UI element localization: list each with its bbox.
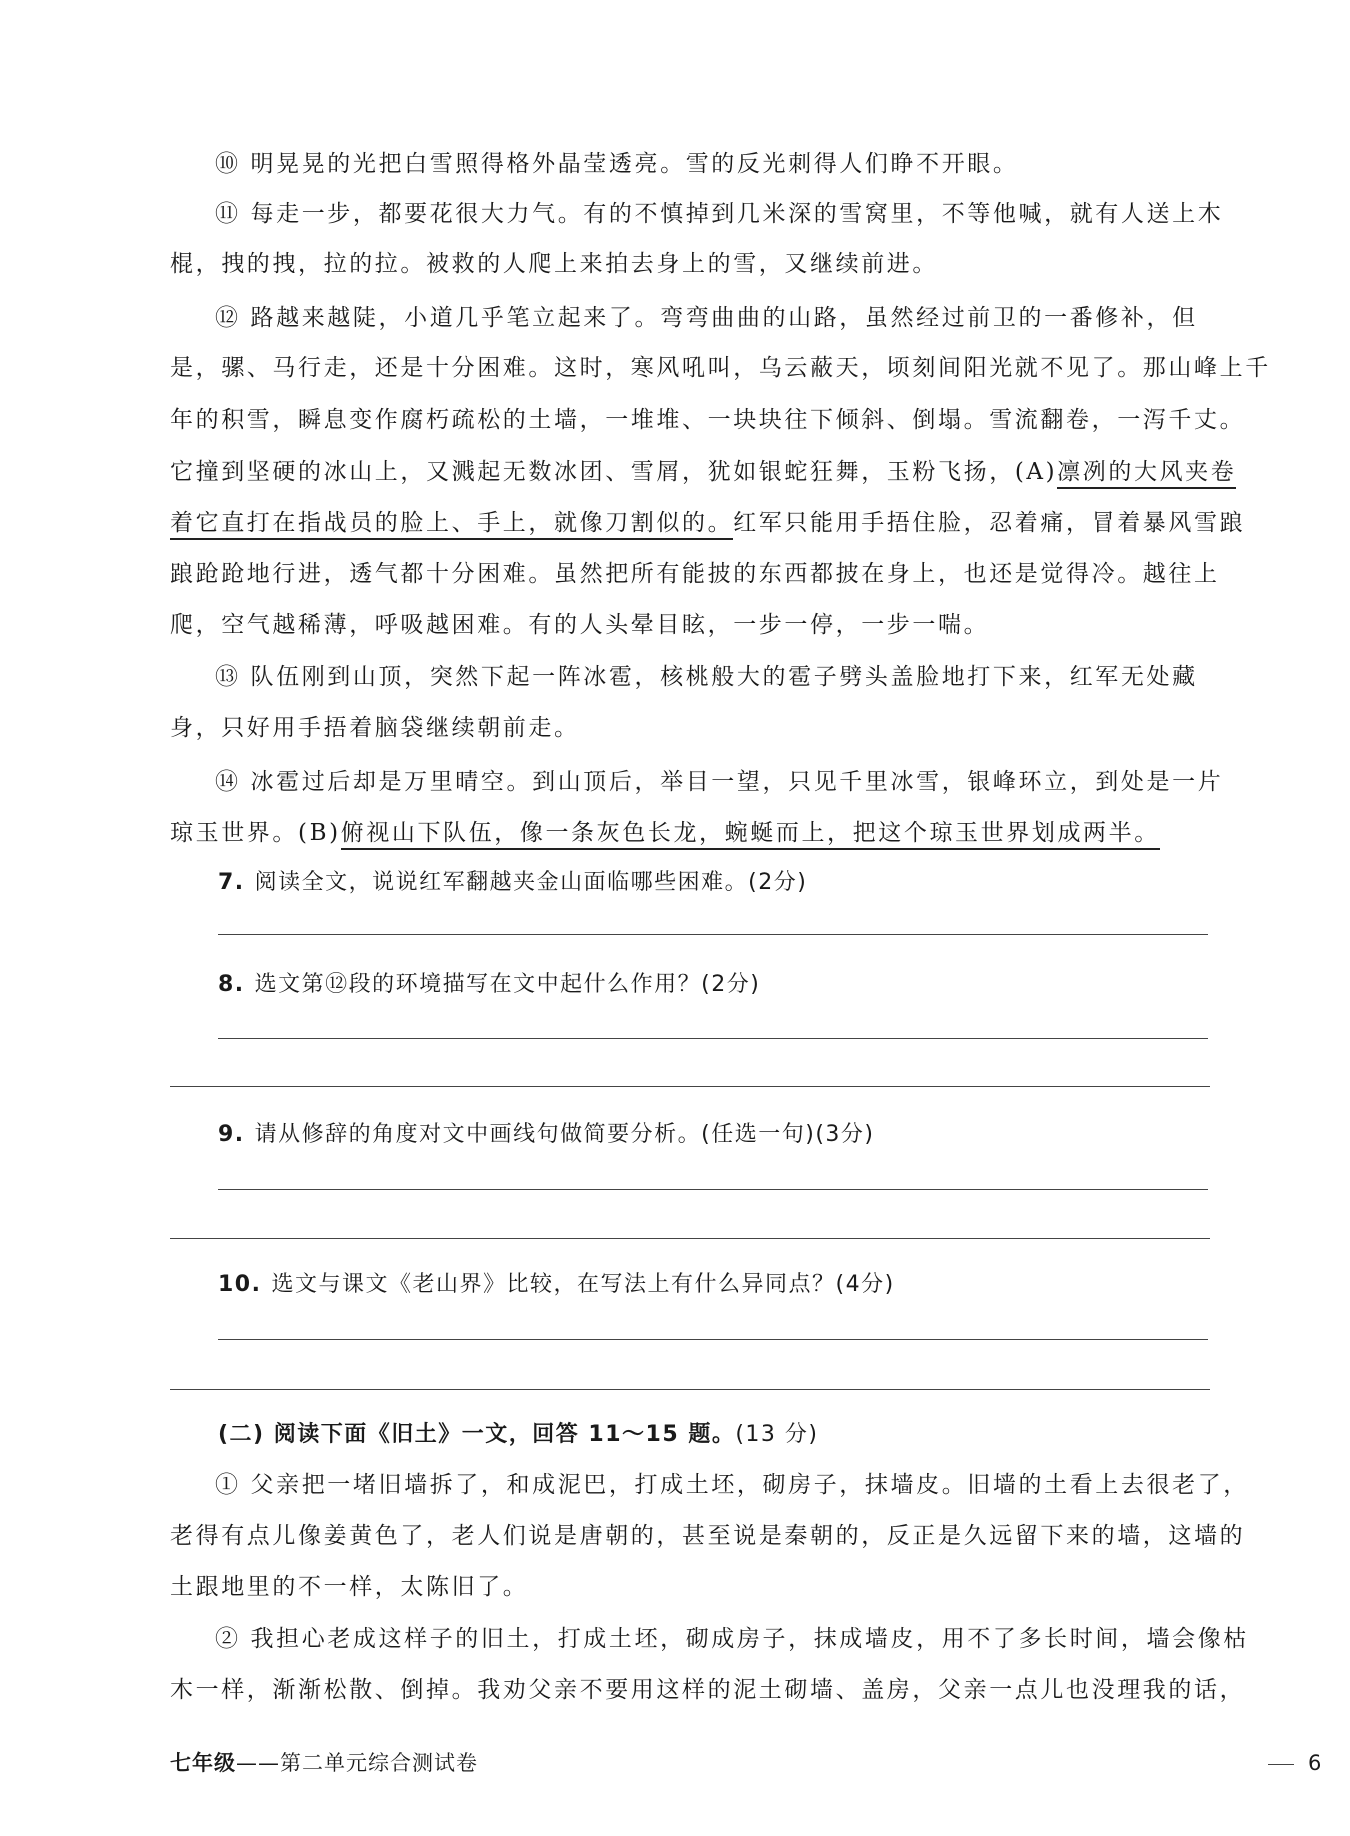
paragraph-12-line-6: 踉跄跄地行进，透气都十分困难。虽然把所有能披的东西都披在身上，也还是觉得冷。越往上 (170, 561, 1220, 587)
question-7 (218, 866, 1208, 900)
question-text: 阅读全文，说说红军翻越夹金山面临哪些困难。(2分) (254, 870, 808, 895)
sentence-b-label: (B) (298, 820, 341, 846)
paragraph-12-line-1: ⑫ 路越来越陡，小道几乎笔立起来了。弯弯曲曲的山路，虽然经过前卫的一番修补，但 (215, 305, 1198, 331)
question-9 (218, 1118, 1208, 1152)
question-text: 选文第⑫段的环境描写在文中起什么作用？(2分) (254, 972, 761, 997)
answer-line[interactable] (170, 1238, 1210, 1239)
question-text: 选文与课文《老山界》比较，在写法上有什么异同点？(4分) (271, 1272, 895, 1297)
paragraph-12-line-2: 是，骡、马行走，还是十分困难。这时，寒风吼叫，乌云蔽天，顷刻间阳光就不见了。那山峰上千 (170, 355, 1271, 381)
paragraph-11-line-1: ⑪ 每走一步，都要花很大力气。有的不慎掉到几米深的雪窝里，不等他喊，就有人送上木 (215, 201, 1224, 227)
section-two-title: (二) 阅读下面《旧土》一文，回答 11～15 题。 (218, 1422, 736, 1447)
question-10 (218, 1268, 1208, 1302)
paragraph-12-line-4 (170, 455, 1237, 489)
footer-title: ——第二单元综合测试卷 (236, 1751, 478, 1775)
answer-line[interactable] (218, 1339, 1208, 1340)
passage-two-line-3: 土跟地里的不一样，太陈旧了。 (170, 1574, 529, 1600)
paragraph-11-line-2: 棍，拽的拽，拉的拉。被救的人爬上来拍去身上的雪，又继续前进。 (170, 251, 938, 277)
answer-line[interactable] (218, 1038, 1208, 1039)
passage-two-line-2: 老得有点儿像姜黄色了，老人们说是唐朝的，甚至说是秦朝的，反正是久远留下来的墙，这墙的 (170, 1523, 1246, 1549)
paragraph-12-line-5 (170, 506, 1246, 540)
question-number: 8. (218, 972, 245, 997)
paragraph-12-line-7: 爬，空气越稀薄，呼吸越困难。有的人头晕目眩，一步一停，一步一喘。 (170, 612, 990, 638)
question-8 (218, 968, 1208, 1002)
underlined-sentence-b: 俯视山下队伍，像一条灰色长龙，蜿蜒而上，把这个琼玉世界划成两半。 (341, 820, 1160, 850)
section-two-heading (218, 1418, 1208, 1452)
question-number: 10. (218, 1272, 262, 1297)
paragraph-14-line-2 (170, 816, 1210, 850)
passage-two-line-4: ② 我担心老成这样子的旧土，打成土坯，砌成房子，抹成墙皮，用不了多长时间，墙会像枯 (215, 1626, 1249, 1652)
passage-two-line-5: 木一样，渐渐松散、倒掉。我劝父亲不要用这样的泥土砌墙、盖房，父亲一点儿也没理我的话， (170, 1677, 1246, 1703)
paragraph-10: ⑩ 明晃晃的光把白雪照得格外晶莹透亮。雪的反光刺得人们睁不开眼。 (215, 151, 1019, 177)
paragraph-13-line-2: 身，只好用手捂着脑袋继续朝前走。 (170, 715, 580, 741)
answer-line[interactable] (170, 1389, 1210, 1390)
footer-grade: 七年级 (170, 1751, 236, 1775)
paragraph-14-line-2-text: 琼玉世界。 (170, 820, 298, 846)
paragraph-12-line-3: 年的积雪，瞬息变作腐朽疏松的土墙，一堆堆、一块块往下倾斜、倒塌。雪流翻卷，一泻千丈。 (170, 407, 1246, 433)
paragraph-12-line-4-text: 它撞到坚硬的冰山上，又溅起无数冰团、雪屑，犹如银蛇狂舞，玉粉飞扬， (170, 459, 1015, 485)
passage-two-line-1: ① 父亲把一堵旧墙拆了，和成泥巴，打成土坯，砌房子，抹墙皮。旧墙的土看上去很老了， (215, 1472, 1249, 1498)
underlined-sentence-a-part-2: 着它直打在指战员的脸上、手上，就像刀割似的。 (170, 510, 733, 540)
page-number (1268, 1748, 1321, 1778)
underlined-sentence-a-part-1: 凛冽的大风夹卷 (1057, 459, 1236, 489)
paragraph-12-line-5-text: 红军只能用手捂住脸，忍着痛，冒着暴风雪踉 (733, 510, 1246, 536)
answer-line[interactable] (170, 1086, 1210, 1087)
paragraph-14-line-1: ⑭ 冰雹过后却是万里晴空。到山顶后，举目一望，只见千里冰雪，银峰环立，到处是一片 (215, 769, 1224, 795)
section-two-points: (13 分) (735, 1422, 819, 1447)
page-number-dash (1268, 1764, 1294, 1765)
question-text: 请从修辞的角度对文中画线句做简要分析。(任选一句)(3分) (254, 1122, 875, 1147)
page-footer (170, 1748, 478, 1778)
answer-line[interactable] (218, 934, 1208, 935)
answer-line[interactable] (218, 1189, 1208, 1190)
page-number-value: 6 (1308, 1751, 1322, 1775)
question-number: 9. (218, 1122, 245, 1147)
sentence-a-label: (A) (1014, 459, 1058, 485)
question-number: 7. (218, 870, 245, 895)
paragraph-13-line-1: ⑬ 队伍刚到山顶，突然下起一阵冰雹，核桃般大的雹子劈头盖脸地打下来，红军无处藏 (215, 664, 1198, 690)
